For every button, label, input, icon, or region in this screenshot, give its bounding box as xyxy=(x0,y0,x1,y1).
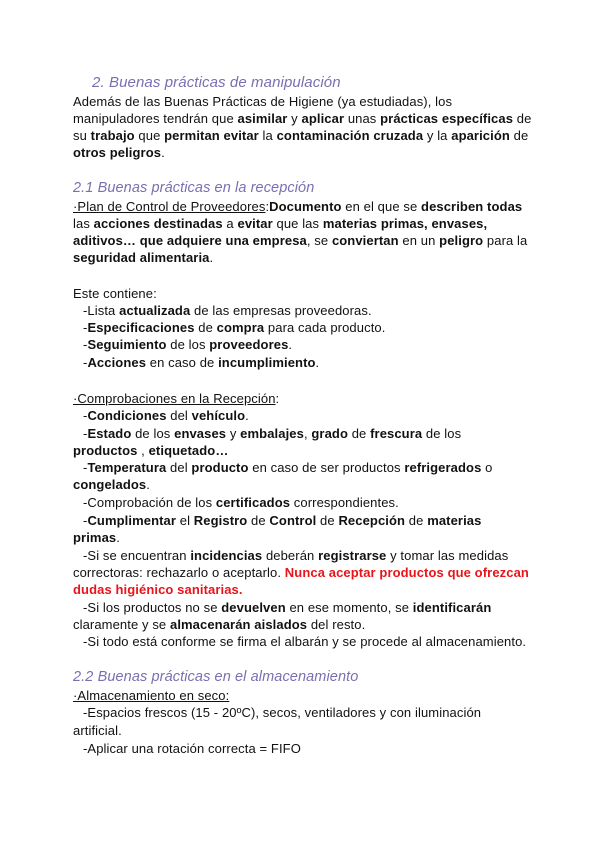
plan-line-2: las acciones destinadas a evitar que las materias primas, envases, xyxy=(73,216,488,231)
storage-heading: 2.2 Buenas prácticas en el almacenamiento xyxy=(73,669,359,685)
storage-line-1: -Espacios frescos (15 - 20ºC), secos, ventiladores y con iluminación xyxy=(83,705,482,720)
checks-line-4: -Temperatura del producto en caso de ser productos refrigerados o xyxy=(83,460,493,475)
storage-line-2: artificial. xyxy=(73,723,122,738)
contains-item-2: -Especificaciones de compra para cada producto. xyxy=(83,320,386,335)
plan-label: ·Plan de Control de Proveedores xyxy=(73,199,266,214)
checks-line-3: productos , etiquetado… xyxy=(73,443,229,458)
checks-line-14: -Si todo está conforme se firma el albarán y se procede al almacenamiento. xyxy=(83,634,527,649)
checks-line-8: primas. xyxy=(73,530,120,545)
checks-line-13: claramente y se almacenarán aislados del resto. xyxy=(73,617,366,632)
reception-heading: 2.1 Buenas prácticas en la recepción xyxy=(73,180,315,196)
contains-item-1: -Lista actualizada de las empresas proveedoras. xyxy=(83,303,372,318)
checks-line-7: -Cumplimentar el Registro de Control de Recepción de materias xyxy=(83,513,482,528)
contains-item-3: -Seguimiento de los proveedores. xyxy=(83,337,293,352)
storage-line-3: -Aplicar una rotación correcta = FIFO xyxy=(83,741,301,756)
warning-text-cont: dudas higiénico sanitarias. xyxy=(73,582,243,597)
checks-label-line: ·Comprobaciones en la Recepción: xyxy=(73,391,280,406)
intro-line-1: Además de las Buenas Prácticas de Higiene (ya estudiadas), los xyxy=(73,94,453,109)
checks-line-10: correctoras: rechazarlo o aceptarlo. Nunca aceptar productos que ofrezcan xyxy=(73,565,529,580)
checks-line-6: -Comprobación de los certificados correspondientes. xyxy=(83,495,399,510)
checks-line-12: -Si los productos no se devuelven en ese momento, se identificarán xyxy=(83,600,492,615)
intro-line-4: otros peligros. xyxy=(73,145,165,160)
contains-label: Este contiene: xyxy=(73,286,157,301)
main-heading: 2. Buenas prácticas de manipulación xyxy=(92,74,341,91)
checks-line-9: -Si se encuentran incidencias deberán registrarse y tomar las medidas xyxy=(83,548,509,563)
contains-item-4: -Acciones en caso de incumplimiento. xyxy=(83,355,320,370)
dry-storage-label: ·Almacenamiento en seco: xyxy=(73,688,230,703)
checks-line-1: -Condiciones del vehículo. xyxy=(83,408,249,423)
intro-line-2: manipuladores tendrán que asimilar y aplicar unas prácticas específicas de xyxy=(73,111,532,126)
checks-line-2: -Estado de los envases y embalajes, grado de frescura de los xyxy=(83,426,462,441)
checks-line-5: congelados. xyxy=(73,477,150,492)
plan-line-4: seguridad alimentaria. xyxy=(73,250,214,265)
checks-label: ·Comprobaciones en la Recepción xyxy=(73,391,276,406)
plan-line-1: ·Plan de Control de Proveedores:Documento en el que se describen todas xyxy=(73,199,523,214)
warning-text: Nunca aceptar productos que ofrezcan xyxy=(284,565,529,580)
intro-line-3: su trabajo que permitan evitar la contaminación cruzada y la aparición de xyxy=(73,128,529,143)
plan-line-3: aditivos… que adquiere una empresa, se conviertan en un peligro para la xyxy=(73,233,528,248)
